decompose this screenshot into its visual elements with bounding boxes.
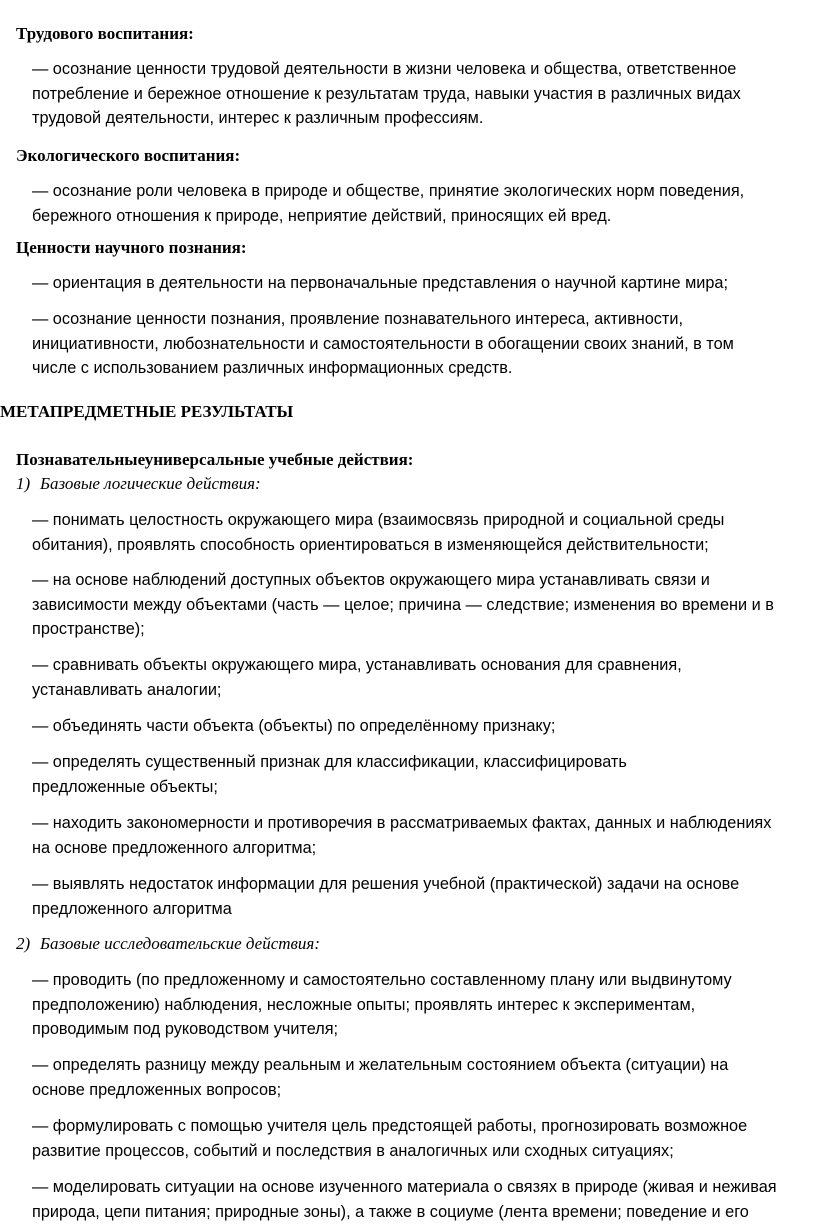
list-item bbox=[32, 179, 744, 228]
meta-results-title: МЕТАПРЕДМЕТНЫЕ РЕЗУЛЬТАТЫ bbox=[0, 402, 294, 421]
list-item bbox=[32, 568, 774, 642]
subsection-number: 2) bbox=[16, 934, 31, 953]
subsection-title: Базовые логические действия: bbox=[40, 474, 261, 493]
text-line: трудовой деятельности, интерес к различным профессиям. bbox=[32, 109, 484, 127]
text-line: потребление и бережное отношение к результатам труда, навыки участия в различных видах bbox=[32, 84, 741, 103]
text-line: числе с использованием различных информационных средств. bbox=[32, 359, 513, 377]
text-line: устанавливать аналогии; bbox=[32, 680, 222, 699]
text-line: — определять разницу между реальным и желательным состоянием объекта (ситуации) на bbox=[32, 1056, 729, 1074]
text-line: предложенного алгоритма bbox=[32, 899, 232, 918]
text-line: — моделировать ситуации на основе изученного материала о связях в природе (живая и неживая bbox=[32, 1178, 777, 1196]
list-item bbox=[32, 1175, 777, 1224]
list-item bbox=[32, 307, 734, 381]
list-item bbox=[32, 750, 627, 799]
text-line: зависимости между объектами (часть — целое; причина — следствие; изменения во времени и в bbox=[32, 595, 774, 614]
text-line: — определять существенный признак для классификации, классифицировать bbox=[32, 753, 627, 771]
text-line: — выявлять недостаток информации для решения учебной (практической) задачи на основе bbox=[32, 875, 740, 893]
text-line: — формулировать с помощью учителя цель предстоящей работы, прогнозировать возможное bbox=[32, 1117, 748, 1135]
text-line: развитие процессов, событий и последствия в аналогичных или сходных ситуациях; bbox=[32, 1141, 674, 1160]
list-item bbox=[32, 1114, 747, 1163]
list-item bbox=[32, 1053, 728, 1102]
text-line: инициативности, любознательности и самостоятельности в обогащении своих знаний, в том bbox=[32, 334, 734, 353]
list-item bbox=[32, 714, 555, 739]
text-line: основе предложенных вопросов; bbox=[32, 1080, 282, 1099]
text-line: — осознание ценности трудовой деятельности в жизни человека и общества, ответственное bbox=[32, 60, 737, 78]
list-item bbox=[32, 811, 771, 860]
text-line: природа, цепи питания; природные зоны), а также в социуме (лента времени; поведение и его bbox=[32, 1202, 749, 1221]
subsection-number: 1) bbox=[16, 474, 31, 493]
list-item bbox=[32, 271, 728, 296]
text-line: обитания), проявлять способность ориентироваться в изменяющейся действительности; bbox=[32, 535, 709, 554]
text-line: пространстве); bbox=[32, 620, 145, 638]
section-heading-ecology: Экологического воспитания: bbox=[16, 146, 241, 165]
subsection-logical bbox=[16, 472, 261, 496]
text-line: — осознание ценности познания, проявление познавательного интереса, активности, bbox=[32, 310, 683, 328]
text-line: — на основе наблюдений доступных объектов окружающего мира устанавливать связи и bbox=[32, 571, 710, 589]
text-line: — понимать целостность окружающего мира (взаимосвязь природной и социальной среды bbox=[32, 511, 725, 529]
text-line: предположению) наблюдения, несложные опыты; проявлять интерес к экспериментам, bbox=[32, 995, 696, 1014]
text-line: — находить закономерности и противоречия в рассматриваемых фактах, данных и наблюдениях bbox=[32, 814, 772, 832]
text-line: предложенные объекты; bbox=[32, 777, 218, 796]
list-item bbox=[32, 872, 739, 921]
text-line: проводимым под руководством учителя; bbox=[32, 1020, 339, 1038]
section-heading-labor: Трудового воспитания: bbox=[16, 24, 194, 43]
list-item bbox=[32, 57, 741, 131]
list-item bbox=[32, 653, 682, 702]
text-line: — ориентация в деятельности на первоначальные представления о научной картине мира; bbox=[32, 274, 729, 292]
list-item bbox=[32, 508, 724, 557]
text-line: — объединять части объекта (объекты) по определённому признаку; bbox=[32, 717, 556, 735]
list-item bbox=[32, 968, 732, 1042]
text-line: на основе предложенного алгоритма; bbox=[32, 838, 317, 857]
subsection-research bbox=[16, 932, 320, 956]
cognitive-actions-heading: Познавательныеуниверсальные учебные действия: bbox=[16, 450, 414, 469]
text-line: — сравнивать объекты окружающего мира, устанавливать основания для сравнения, bbox=[32, 656, 682, 674]
text-line: бережного отношения к природе, неприятие действий, приносящих ей вред. bbox=[32, 206, 612, 225]
text-line: — осознание роли человека в природе и обществе, принятие экологических норм поведения, bbox=[32, 182, 745, 200]
text-line: — проводить (по предложенному и самостоятельно составленному плану или выдвинутому bbox=[32, 971, 732, 989]
subsection-title: Базовые исследовательские действия: bbox=[40, 934, 320, 953]
section-heading-science: Ценности научного познания: bbox=[16, 238, 247, 257]
